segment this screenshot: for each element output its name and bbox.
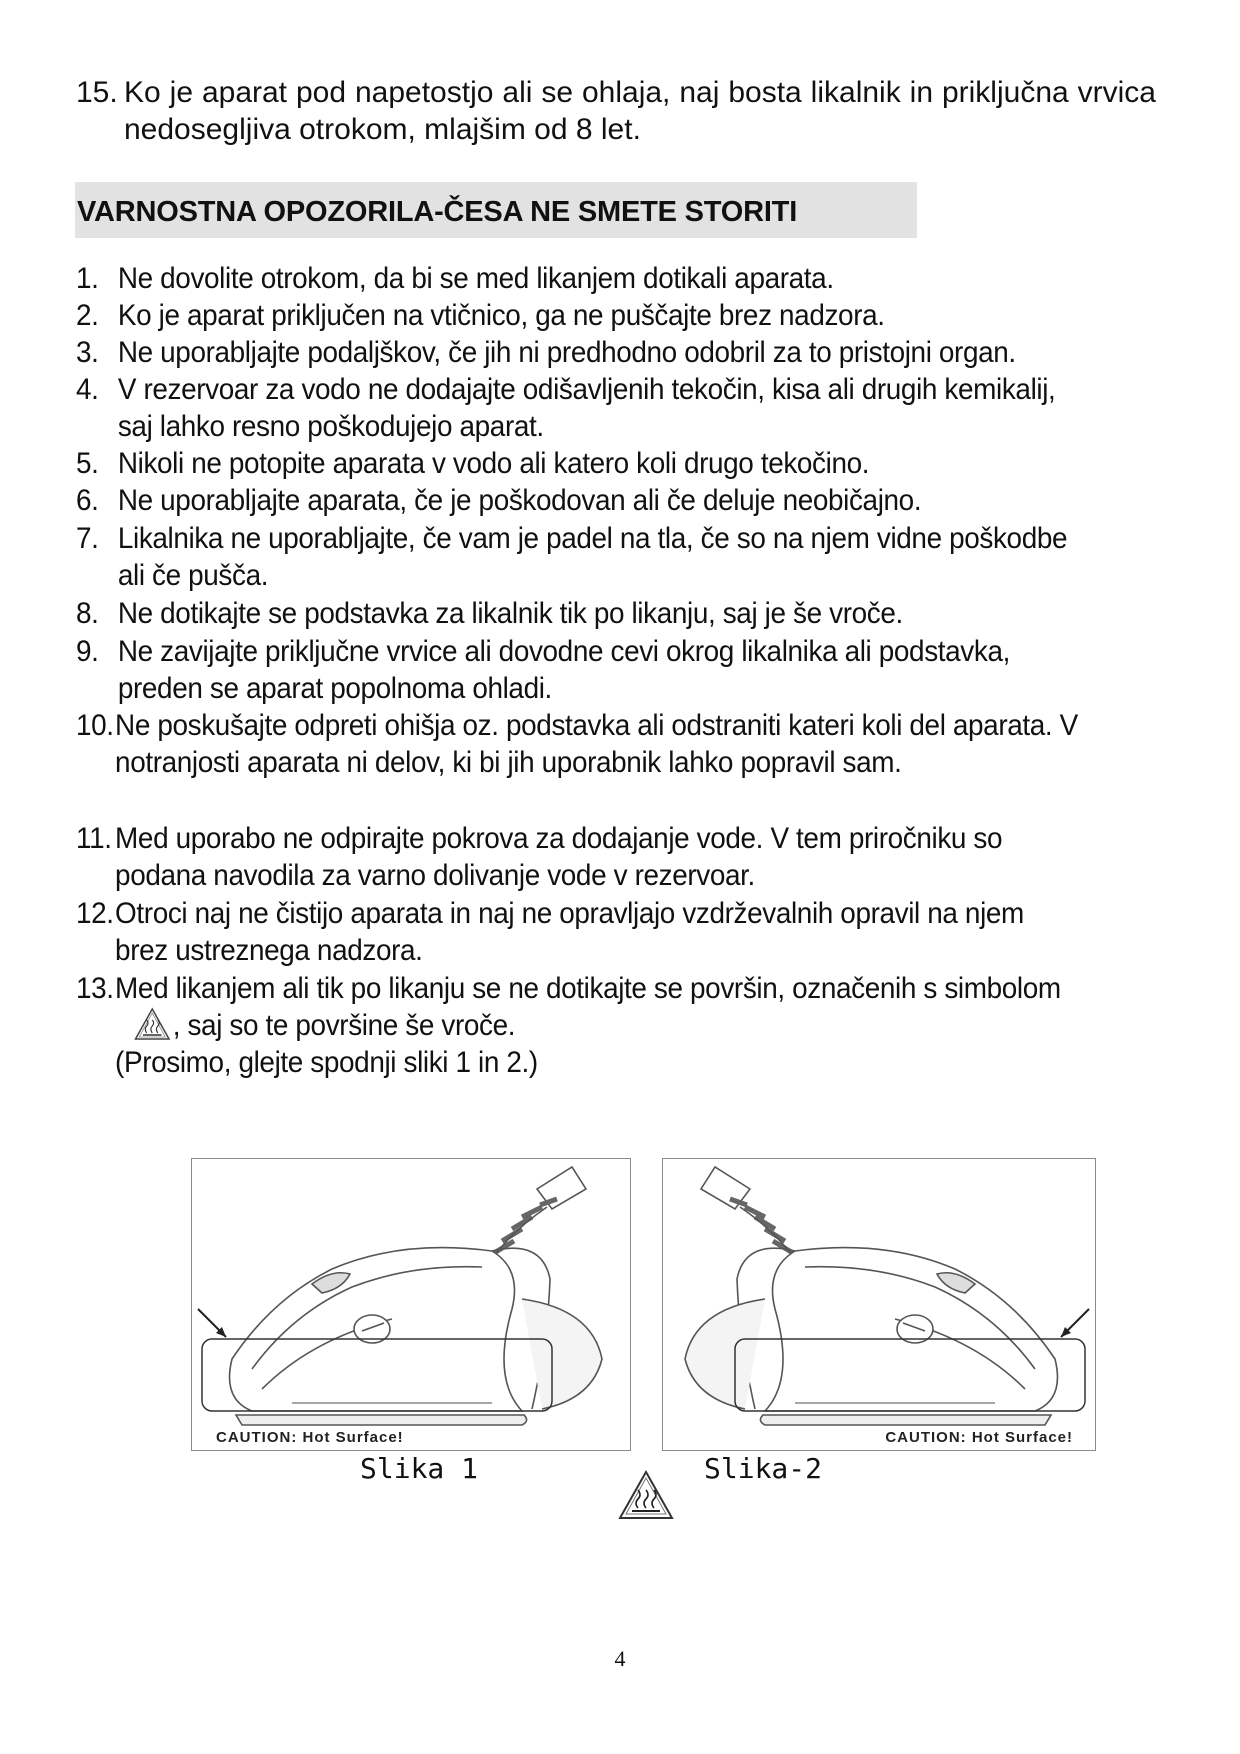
item-number: 7. bbox=[76, 522, 99, 555]
item-text-continued: , saj so te površine še vroče. bbox=[172, 1009, 516, 1042]
item-text: Ne dovolite otrokom, da bi se med likanjem dotikali aparata. bbox=[117, 262, 834, 295]
item-number: 2. bbox=[76, 299, 99, 332]
item-text: Likalnika ne uporabljajte, če vam je padel na tla, če so na njem vidne poškodbe ali če pušča. bbox=[117, 522, 1068, 592]
item-number: 9. bbox=[76, 635, 99, 668]
item-text: Ne uporabljajte podaljškov, če jih ni predhodno odobril za to pristojni organ. bbox=[117, 336, 1016, 369]
item-note: (Prosimo, glejte spodnji sliki 1 in 2.) bbox=[115, 1046, 538, 1079]
section-heading-text: VARNOSTNA OPOZORILA-ČESA NE SMETE STORITI bbox=[77, 196, 798, 228]
iron-left-facing-drawing bbox=[192, 1159, 630, 1450]
item-text: V rezervoar za vodo ne dodajajte odišavljenih tekočin, kisa ali drugih kemikalij, saj lahko resno poškodujejo aparat. bbox=[117, 373, 1056, 443]
list-item bbox=[76, 520, 1080, 594]
list-item bbox=[76, 297, 1080, 334]
list-item-15 bbox=[76, 74, 1156, 148]
iron-right-facing-drawing bbox=[663, 1159, 1095, 1450]
item-text: Ko je aparat pod napetostjo ali se ohlaja, naj bosta likalnik in priključna vrvica nedosegljiva otrokom, mlajšim od 8 let. bbox=[124, 76, 1156, 146]
list-item bbox=[76, 260, 1080, 297]
figure-2-caption: Slika-2 bbox=[704, 1452, 823, 1485]
section-heading bbox=[75, 182, 917, 238]
item-number: 1. bbox=[76, 262, 99, 295]
item-text: Med uporabo ne odpirajte pokrova za dodajanje vode. V tem priročniku so podana navodila za varno dolivanje vode v rezervoar. bbox=[115, 822, 1003, 892]
item-number: 15. bbox=[76, 76, 118, 109]
list-item bbox=[76, 445, 1080, 482]
list-item bbox=[76, 482, 1080, 519]
item-number: 11. bbox=[76, 822, 112, 855]
item-text: Otroci naj ne čistijo aparata in naj ne opravljajo vzdrževalnih opravil na njem brez ustreznega nadzora. bbox=[115, 897, 1024, 967]
item-number: 4. bbox=[76, 373, 99, 406]
list-item bbox=[76, 334, 1080, 371]
item-number: 13. bbox=[76, 972, 114, 1005]
list-item bbox=[76, 895, 1080, 969]
figure-1-caption: Slika 1 bbox=[360, 1452, 479, 1485]
list-item bbox=[76, 820, 1080, 894]
item-text: Ne uporabljajte aparata, če je poškodovan ali če deluje neobičajno. bbox=[117, 484, 922, 517]
hot-surface-warning-icon bbox=[134, 1007, 171, 1041]
item-text: Ne poskušajte odpreti ohišja oz. podstavka ali odstraniti kateri koli del aparata. V notranjosti aparata ni delov, ki bi jih uporabnik lahko popravil sam. bbox=[115, 709, 1078, 779]
page-number: 4 bbox=[614, 1646, 626, 1671]
item-number: 8. bbox=[76, 597, 99, 630]
item-number: 6. bbox=[76, 484, 99, 517]
item-text: Med likanjem ali tik po likanju se ne dotikajte se površin, označenih s simbolom bbox=[115, 972, 1061, 1005]
list-item bbox=[76, 707, 1080, 781]
list-item bbox=[76, 595, 1080, 632]
figure-2-iron-illustration bbox=[662, 1158, 1096, 1451]
hot-surface-warning-icon bbox=[618, 1470, 674, 1520]
item-text: Ne zavijajte priključne vrvice ali dovodne cevi okrog likalnika ali podstavka, preden se aparat popolnoma ohladi. bbox=[117, 635, 1010, 705]
item-text: Ne dotikajte se podstavka za likalnik tik po likanju, saj je še vroče. bbox=[117, 597, 903, 630]
item-number: 3. bbox=[76, 336, 99, 369]
list-item-13 bbox=[76, 970, 1080, 1081]
caution-label: CAUTION: Hot Surface! bbox=[216, 1429, 404, 1446]
item-number: 5. bbox=[76, 447, 99, 480]
item-text: Nikoli ne potopite aparata v vodo ali katero koli drugo tekočino. bbox=[117, 447, 870, 480]
item-number: 10. bbox=[76, 709, 114, 742]
item-text: Ko je aparat priključen na vtičnico, ga ne puščajte brez nadzora. bbox=[117, 299, 885, 332]
caution-label: CAUTION: Hot Surface! bbox=[885, 1429, 1073, 1446]
figure-1-iron-illustration bbox=[191, 1158, 631, 1451]
list-item bbox=[76, 371, 1080, 445]
list-item bbox=[76, 633, 1080, 707]
item-number: 12. bbox=[76, 897, 114, 930]
